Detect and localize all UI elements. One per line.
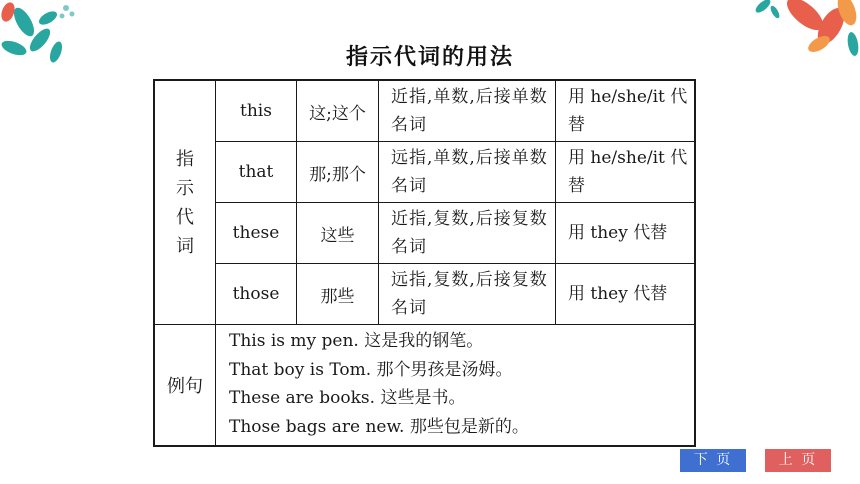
- pronoun-replacement: 用 they 代替: [556, 264, 696, 325]
- pronoun-meaning: 那些: [297, 264, 379, 325]
- example-sentence: Those bags are new. 那些包是新的。: [229, 416, 529, 437]
- example-sentences: [216, 325, 696, 447]
- table-row: [154, 80, 695, 142]
- pronoun-meaning: 这;这个: [297, 80, 379, 142]
- table-row: [154, 142, 695, 203]
- pronoun-word: that: [216, 142, 297, 203]
- pronoun-meaning: 那;那个: [297, 142, 379, 203]
- example-sentence: These are books. 这些是书。: [229, 388, 466, 408]
- example-row: [154, 325, 695, 447]
- example-sentence: That boy is Tom. 那个男孩是汤姆。: [229, 359, 513, 380]
- pronoun-word: those: [216, 264, 297, 325]
- pronoun-usage: 近指,复数,后接复数名词: [379, 203, 556, 264]
- category-cell: [154, 80, 216, 325]
- table-row: [154, 203, 695, 264]
- example-sentence: This is my pen. 这是我的钢笔。: [229, 331, 484, 351]
- page-title: 指示代词的用法: [345, 45, 514, 70]
- pronoun-word: this: [216, 80, 297, 142]
- pronoun-replacement: 用 they 代替: [556, 203, 696, 264]
- category-label: 指示代词: [176, 148, 194, 257]
- pronoun-meaning: 这些: [297, 203, 379, 264]
- next-page-button[interactable]: 下 页: [680, 449, 746, 472]
- pronoun-replacement: 用 he/she/it 代替: [556, 142, 696, 203]
- table-row: [154, 264, 695, 325]
- pronoun-word: these: [216, 203, 297, 264]
- pronoun-replacement: 用 he/she/it 代替: [556, 80, 696, 142]
- example-label: 例句: [154, 325, 216, 447]
- pronoun-usage: 远指,复数,后接复数名词: [379, 264, 556, 325]
- pronoun-usage: 近指,单数,后接单数名词: [379, 80, 556, 142]
- pronoun-usage: 远指,单数,后接单数名词: [379, 142, 556, 203]
- previous-page-button[interactable]: 上 页: [765, 449, 831, 472]
- demonstrative-pronoun-table: [153, 79, 696, 447]
